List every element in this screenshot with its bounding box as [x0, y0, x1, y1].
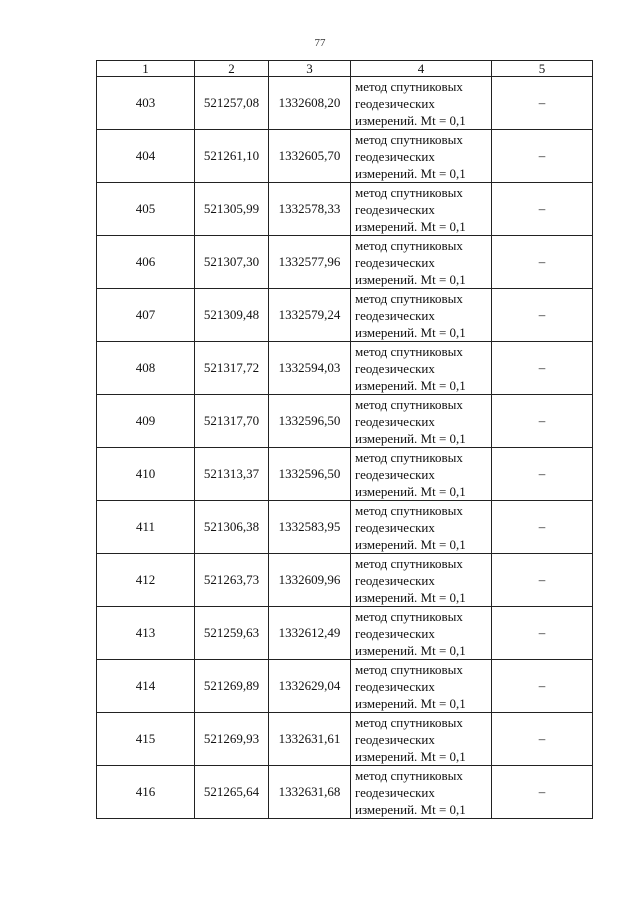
method-cell — [351, 713, 492, 766]
method-cell — [351, 77, 492, 130]
y-coordinate-cell: 1332596,50 — [269, 448, 351, 501]
point-number-cell: 412 — [97, 554, 195, 607]
x-coordinate-cell: 521263,73 — [195, 554, 269, 607]
y-coordinate-cell: 1332583,95 — [269, 501, 351, 554]
table-row — [97, 289, 593, 342]
description-cell: – — [492, 448, 593, 501]
y-coordinate-cell: 1332629,04 — [269, 660, 351, 713]
x-coordinate-cell: 521261,10 — [195, 130, 269, 183]
x-coordinate-cell: 521265,64 — [195, 766, 269, 819]
table-body — [97, 77, 593, 819]
point-number-cell: 408 — [97, 342, 195, 395]
description-cell: – — [492, 183, 593, 236]
y-coordinate-cell: 1332631,68 — [269, 766, 351, 819]
column-header: 1 — [97, 61, 195, 77]
method-line: метод спутниковых — [355, 396, 463, 412]
y-coordinate-cell: 1332609,96 — [269, 554, 351, 607]
method-line: измерений. Mt = 0,1 — [355, 271, 466, 287]
method-line: метод спутниковых — [355, 661, 463, 677]
table-header-row — [97, 61, 593, 77]
method-line: геодезических — [355, 466, 435, 482]
table-row — [97, 713, 593, 766]
method-line: метод спутниковых — [355, 290, 463, 306]
table-row — [97, 395, 593, 448]
y-coordinate-cell: 1332596,50 — [269, 395, 351, 448]
method-line: метод спутниковых — [355, 608, 463, 624]
method-cell — [351, 448, 492, 501]
x-coordinate-cell: 521317,72 — [195, 342, 269, 395]
method-cell — [351, 766, 492, 819]
method-line: геодезических — [355, 572, 435, 588]
method-line: геодезических — [355, 731, 435, 747]
table-row — [97, 183, 593, 236]
point-number-cell: 404 — [97, 130, 195, 183]
method-line: геодезических — [355, 307, 435, 323]
description-cell: – — [492, 713, 593, 766]
column-header: 2 — [195, 61, 269, 77]
table-row — [97, 766, 593, 819]
column-header: 3 — [269, 61, 351, 77]
method-line: измерений. Mt = 0,1 — [355, 536, 466, 552]
point-number-cell: 415 — [97, 713, 195, 766]
method-cell — [351, 660, 492, 713]
method-line: измерений. Mt = 0,1 — [355, 324, 466, 340]
y-coordinate-cell: 1332578,33 — [269, 183, 351, 236]
column-header: 5 — [492, 61, 593, 77]
y-coordinate-cell: 1332577,96 — [269, 236, 351, 289]
x-coordinate-cell: 521306,38 — [195, 501, 269, 554]
description-cell: – — [492, 130, 593, 183]
method-cell — [351, 183, 492, 236]
method-line: геодезических — [355, 148, 435, 164]
method-cell — [351, 554, 492, 607]
method-line: геодезических — [355, 413, 435, 429]
method-line: измерений. Mt = 0,1 — [355, 430, 466, 446]
method-line: измерений. Mt = 0,1 — [355, 483, 466, 499]
point-number-cell: 413 — [97, 607, 195, 660]
description-cell: – — [492, 342, 593, 395]
method-line: геодезических — [355, 519, 435, 535]
y-coordinate-cell: 1332612,49 — [269, 607, 351, 660]
x-coordinate-cell: 521305,99 — [195, 183, 269, 236]
column-header: 4 — [351, 61, 492, 77]
method-line: геодезических — [355, 678, 435, 694]
method-line: геодезических — [355, 360, 435, 376]
page-number: 77 — [314, 37, 326, 49]
description-cell: – — [492, 607, 593, 660]
table-row — [97, 607, 593, 660]
method-line: измерений. Mt = 0,1 — [355, 801, 466, 817]
point-number-cell: 405 — [97, 183, 195, 236]
x-coordinate-cell: 521269,89 — [195, 660, 269, 713]
method-cell — [351, 342, 492, 395]
method-cell — [351, 607, 492, 660]
y-coordinate-cell: 1332579,24 — [269, 289, 351, 342]
method-line: геодезических — [355, 784, 435, 800]
method-line: метод спутниковых — [355, 237, 463, 253]
method-line: метод спутниковых — [355, 714, 463, 730]
method-cell — [351, 130, 492, 183]
y-coordinate-cell: 1332608,20 — [269, 77, 351, 130]
method-cell — [351, 395, 492, 448]
method-line: измерений. Mt = 0,1 — [355, 165, 466, 181]
point-number-cell: 403 — [97, 77, 195, 130]
method-line: геодезических — [355, 95, 435, 111]
description-cell: – — [492, 289, 593, 342]
x-coordinate-cell: 521309,48 — [195, 289, 269, 342]
point-number-cell: 407 — [97, 289, 195, 342]
method-line: метод спутниковых — [355, 555, 463, 571]
method-line: измерений. Mt = 0,1 — [355, 748, 466, 764]
y-coordinate-cell: 1332605,70 — [269, 130, 351, 183]
method-line: метод спутниковых — [355, 131, 463, 147]
method-line: измерений. Mt = 0,1 — [355, 642, 466, 658]
description-cell: – — [492, 660, 593, 713]
point-number-cell: 411 — [97, 501, 195, 554]
x-coordinate-cell: 521257,08 — [195, 77, 269, 130]
method-line: геодезических — [355, 625, 435, 641]
method-line: измерений. Mt = 0,1 — [355, 218, 466, 234]
method-line: метод спутниковых — [355, 343, 463, 359]
table-row — [97, 130, 593, 183]
coordinates-table — [96, 60, 593, 819]
method-line: метод спутниковых — [355, 767, 463, 783]
description-cell: – — [492, 766, 593, 819]
method-cell — [351, 289, 492, 342]
method-cell — [351, 501, 492, 554]
y-coordinate-cell: 1332594,03 — [269, 342, 351, 395]
method-line: измерений. Mt = 0,1 — [355, 695, 466, 711]
x-coordinate-cell: 521259,63 — [195, 607, 269, 660]
method-cell — [351, 236, 492, 289]
description-cell: – — [492, 395, 593, 448]
description-cell: – — [492, 236, 593, 289]
x-coordinate-cell: 521269,93 — [195, 713, 269, 766]
point-number-cell: 406 — [97, 236, 195, 289]
point-number-cell: 409 — [97, 395, 195, 448]
table-row — [97, 554, 593, 607]
description-cell: – — [492, 77, 593, 130]
x-coordinate-cell: 521307,30 — [195, 236, 269, 289]
method-line: измерений. Mt = 0,1 — [355, 589, 466, 605]
description-cell: – — [492, 554, 593, 607]
table-row — [97, 501, 593, 554]
method-line: геодезических — [355, 201, 435, 217]
table-row — [97, 660, 593, 713]
description-cell: – — [492, 501, 593, 554]
point-number-cell: 410 — [97, 448, 195, 501]
method-line: метод спутниковых — [355, 502, 463, 518]
method-line: измерений. Mt = 0,1 — [355, 377, 466, 393]
table-row — [97, 342, 593, 395]
x-coordinate-cell: 521317,70 — [195, 395, 269, 448]
method-line: геодезических — [355, 254, 435, 270]
method-line: измерений. Mt = 0,1 — [355, 112, 466, 128]
method-line: метод спутниковых — [355, 449, 463, 465]
y-coordinate-cell: 1332631,61 — [269, 713, 351, 766]
point-number-cell: 414 — [97, 660, 195, 713]
table-row — [97, 77, 593, 130]
x-coordinate-cell: 521313,37 — [195, 448, 269, 501]
table-row — [97, 236, 593, 289]
method-line: метод спутниковых — [355, 78, 463, 94]
method-line: метод спутниковых — [355, 184, 463, 200]
point-number-cell: 416 — [97, 766, 195, 819]
table-row — [97, 448, 593, 501]
